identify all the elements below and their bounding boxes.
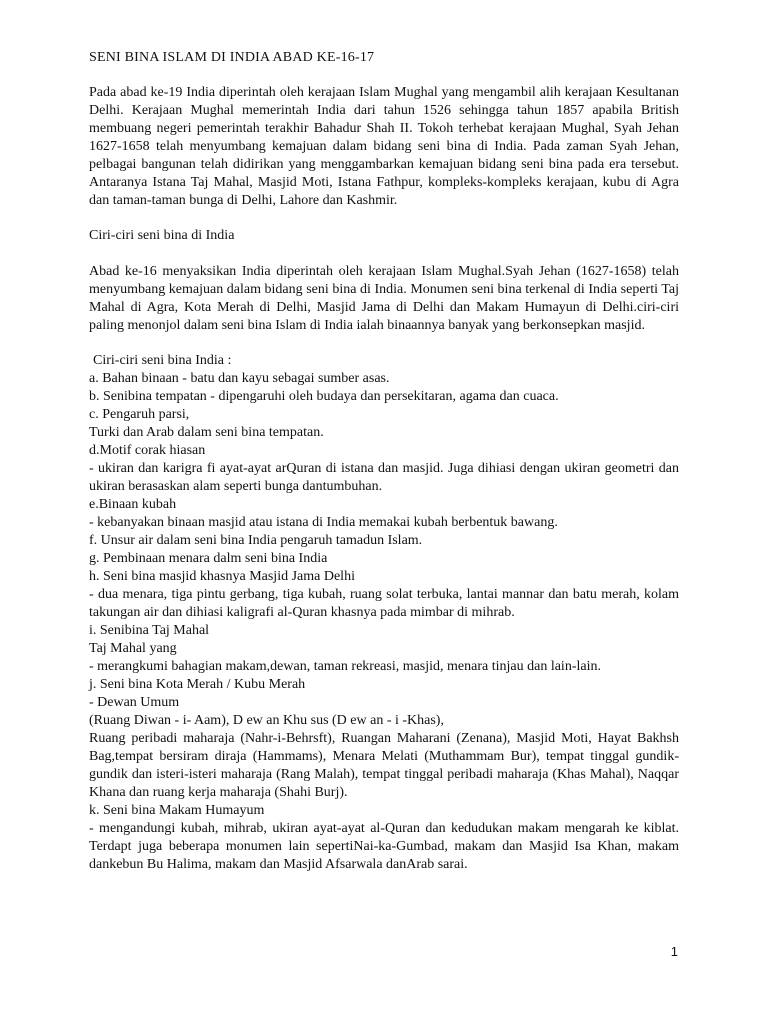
document-title: SENI BINA ISLAM DI INDIA ABAD KE-16-17 [89,50,375,65]
section-paragraph: Abad ke-16 menyaksikan India diperintah oleh kerajaan Islam Mughal.Syah Jehan (1627-1658) telah menyumbang kemajuan dalam bidang seni bina di India. Monumen seni bina terkenal di India seperti Taj Mahal di Agra, Kota Merah di Delhi, Masjid Jama di Delhi dan Makam Humayun di Delhi.ciri-ciri paling menonjol dalam seni bina Islam di India ialah binaannya banyak yang berkonsepkan masjid. [89,264,679,333]
list-item: j. Seni bina Kota Merah / Kubu Merah [89,677,306,692]
list-item: - merangkumi bahagian makam,dewan, taman rekreasi, masjid, menara tinjau dan lain-lain. [89,659,601,674]
list-item: a. Bahan binaan - batu dan kayu sebagai sumber asas. [89,371,390,386]
list-item: h. Seni bina masjid khasnya Masjid Jama Delhi [89,569,355,584]
list-item: k. Seni bina Makam Humayum [89,803,265,818]
list-item: i. Senibina Taj Mahal [89,623,210,638]
list-item: - dua menara, tiga pintu gerbang, tiga kubah, ruang solat terbuka, lantai mannar dan batu merah, kolam takungan air dan dihiasi kaligrafi al-Quran khasnya pada mimbar di mihrab. [89,587,679,620]
intro-paragraph: Pada abad ke-19 India diperintah oleh kerajaan Islam Mughal yang mengambil alih kerajaan Kesultanan Delhi. Kerajaan Mughal memerintah India dari tahun 1526 sehingga tahun 1857 apabila British membuang negeri pemerintah terakhir Bahadur Shah II. Tokoh terhebat kerajaan Mughal, Syah Jehan 1627-1658 telah menyumbang kemajuan dalam bidang seni bina di India. Pada zaman Syah Jehan, pelbagai bangunan telah didirikan yang menggambarkan kemajuan bidang seni bina pada era tersebut. Antaranya Istana Taj Mahal, Masjid Moti, Istana Fathpur, kompleks-kompleks kerajaan, kubu di Agra dan taman-taman bunga di Delhi, Lahore dan Kashmir. [89,85,679,208]
list-item: f. Unsur air dalam seni bina India pengaruh tamadun Islam. [89,533,423,548]
characteristics-list [89,352,679,874]
list-item: g. Pembinaan menara dalm seni bina India [89,551,328,566]
document-page [89,49,679,874]
list-item: Taj Mahal yang [89,641,177,656]
list-item: Ruang peribadi maharaja (Nahr-i-Behrsft), Ruangan Maharani (Zenana), Masjid Moti, Hayat Bakhsh Bag,tempat bersiram diraja (Hammams), Menara Melati (Muthammam Bur), tempat tinggal gundik-gundik dan isteri-isteri maharaja (Rang Malah), tempat tinggal peribadi maharaja (Khas Mahal), Naqqar Khana dan ruang kerja maharaja (Shahi Burj). [89,731,679,800]
list-item: - kebanyakan binaan masjid atau istana di India memakai kubah berbentuk bawang. [89,515,558,530]
list-item: Turki dan Arab dalam seni bina tempatan. [89,425,324,440]
list-item: (Ruang Diwan - i- Aam), D ew an Khu sus (D ew an - i -Khas), [89,713,444,728]
list-item: c. Pengaruh parsi, [89,407,190,422]
list-item: e.Binaan kubah [89,497,177,512]
list-item: - ukiran dan karigra fi ayat-ayat arQuran di istana dan masjid. Juga dihiasi dengan ukiran geometri dan ukiran berasaskan alam seperti bunga dantumbuhan. [89,461,679,494]
list-item: - mengandungi kubah, mihrab, ukiran ayat-ayat al-Quran dan kedudukan makam mengarah ke kiblat. Terdapt juga beberapa monumen lain sepertiNai-ka-Gumbad, makam dan Masjid Isa Khan, makam dankebun Bu Halima, makam dan Masjid Afsarwala danArab sarai. [89,821,679,872]
section-heading: Ciri-ciri seni bina di India [89,228,235,243]
list-item: d.Motif corak hiasan [89,443,206,458]
list-item: b. Senibina tempatan - dipengaruhi oleh budaya dan persekitaran, agama dan cuaca. [89,389,559,404]
list-item: - Dewan Umum [89,695,180,710]
list-item: Ciri-ciri seni bina India : [93,353,232,368]
page-number: 1 [670,944,678,959]
